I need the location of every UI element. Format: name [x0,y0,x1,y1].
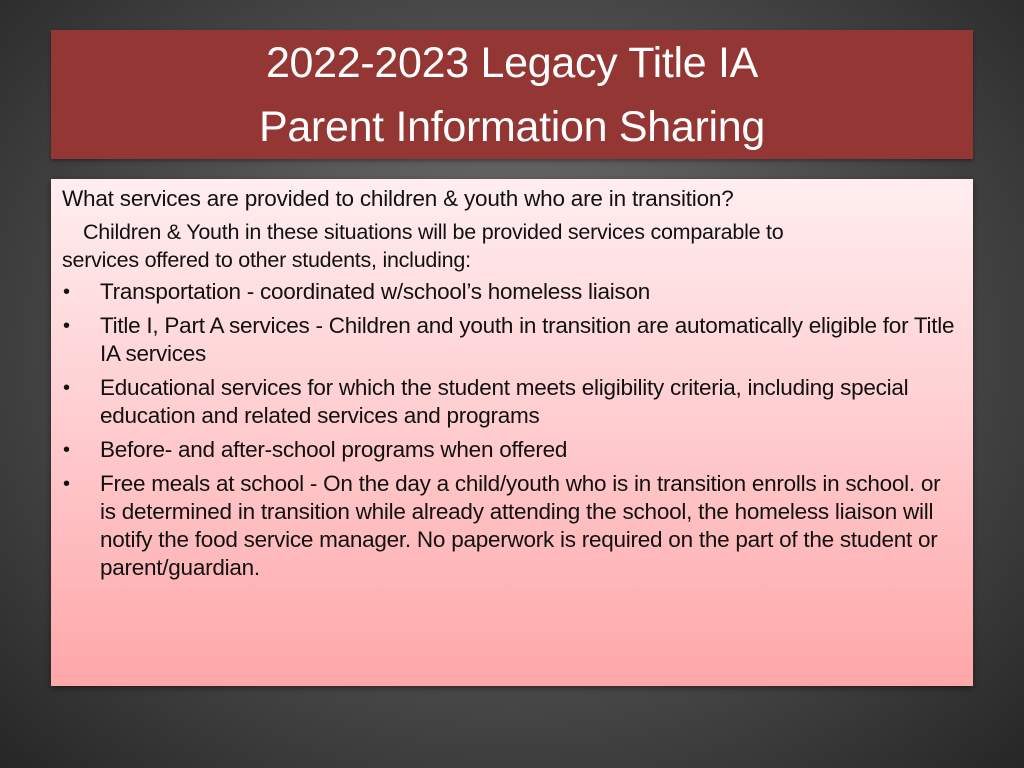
intro-line-1: Children & Youth in these situations will be provided services comparable to [83,220,784,244]
list-item-school-programs [62,436,963,464]
title-bar [51,30,973,159]
list-item-text: Educational services for which the student meets eligibility criteria, including special education and related services and programs [100,375,909,428]
list-item-text: Free meals at school - On the day a child/youth who is in transition enrolls in school. or is determined in transition while already attending the school, the homeless liaison will notify the food service manager. No paperwork is required on the part of the student or parent/guardian. [100,471,941,580]
question-heading: What services are provided to children & youth who are in transition? [62,186,734,211]
bullet-icon: • [63,377,70,399]
slide-title-line-1: 2022-2023 Legacy Title IA [265,38,759,87]
bullet-icon: • [63,473,70,495]
list-item-title-one [62,312,963,368]
services-list [62,278,963,582]
list-item-text: Title I, Part A services - Children and youth in transition are automatically eligible for Title IA services [100,313,955,366]
slide-title-line-2: Parent Information Sharing [258,102,766,151]
bullet-icon: • [63,315,70,337]
bullet-icon: • [63,281,70,303]
list-item-text: Before- and after-school programs when offered [100,437,568,462]
bullet-icon: • [63,439,70,461]
intro-paragraph [62,218,963,274]
list-item-free-meals [62,470,963,582]
list-item-transportation [62,278,963,306]
list-item-text: Transportation - coordinated w/school’s homeless liaison [100,279,651,304]
intro-line-2: services offered to other students, including: [62,248,471,272]
content-box [51,179,973,686]
list-item-educational-services [62,374,963,430]
